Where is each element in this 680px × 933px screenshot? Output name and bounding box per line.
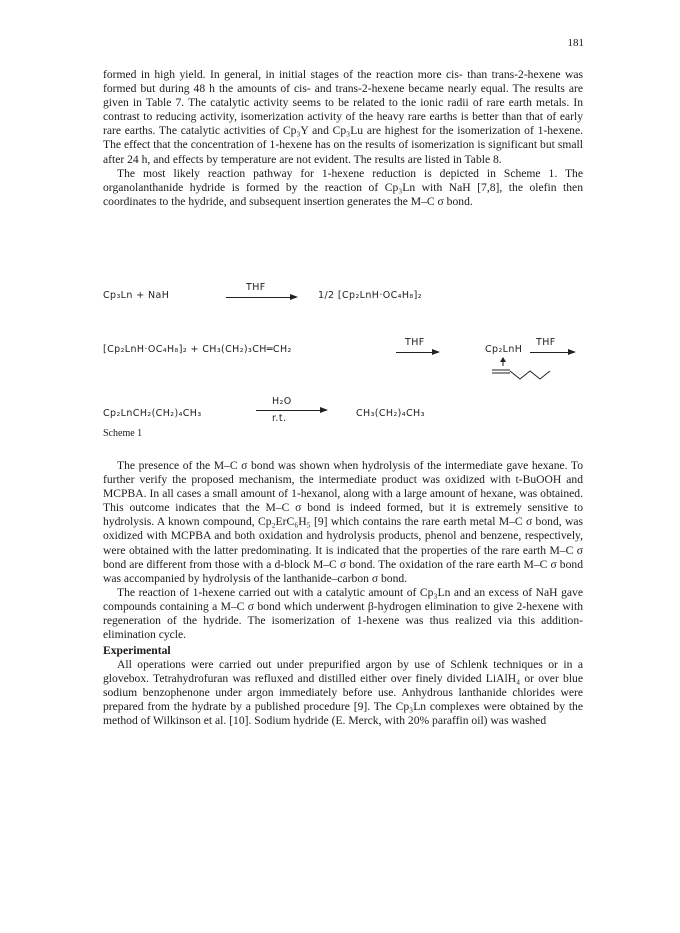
reaction-3-reactant: Cp₂LnCH₂(CH₂)₄CH₃	[103, 408, 202, 419]
paragraph-experimental: All operations were carried out under prepurified argon by use of Schlenk techniques or in a glovebox. Tetrahydrofuran was refluxed and distilled either over finely divided LiAlH₄ or over blue sodium benzophenone under argon immediately before use. Anhydrous lanthanide chlorides were prepared from the hydrate by a published procedure [9]. The Cp₃Ln complexes were obtained by the method of Wilkinson et al. [10]. Sodium hydride (E. Merck, with 20% paraffin oil) was washed	[103, 658, 583, 728]
paragraph-results: formed in high yield. In general, in initial stages of the reaction more cis- than trans-2-hexene was formed but during 48 h the amounts of cis- and trans-2-hexene became nearly equal. The results are given in Table 7. The catalytic activity seems to be related to the ionic radii of rare earth metals. In contrast to reducing activity, isomerization activity of the heavy rare earths is better than that of early rare earths. The catalytic activities of Cp₃Y and Cp₃Lu are highest for the isomerization of 1-hexene. The effect that the concentration of 1-hexene has on the results of isomerization is significant but small after 24 h, and effects by temperature are not evident. The results are listed in Table 8.	[103, 68, 583, 166]
reaction-3-condition-top: H₂O	[272, 396, 292, 407]
section-heading: Experimental	[103, 644, 171, 657]
paragraph-isomerization: The reaction of 1-hexene carried out with a catalytic amount of Cp₃Ln and an excess of NaH gave compounds containing a M–C σ bond which underwent β-hydrogen elimination to give 2-hexene with regeneration of the hydride. The isomerization of 1-hexene was thus realized via this addition-elimination cycle.	[103, 585, 583, 642]
page-number: 181	[567, 37, 584, 49]
reaction-2-condition-1: THF	[405, 337, 425, 348]
reaction-1-condition: THF	[246, 282, 266, 293]
reaction-2-condition-2: THF	[536, 337, 556, 348]
reaction-2-arrow-2	[530, 352, 574, 353]
reaction-3-arrow	[256, 410, 326, 411]
reaction-1-arrow	[226, 297, 296, 298]
scheme-caption: Scheme 1	[103, 428, 143, 439]
coordinated-olefin-icon	[478, 356, 558, 386]
reaction-2-reactants: [Cp₂LnH·OC₄H₈]₂ + CH₃(CH₂)₃CH═CH₂	[103, 344, 292, 355]
reaction-3-condition-bottom: r.t.	[272, 413, 287, 424]
paragraph-pathway: The most likely reaction pathway for 1-hexene reduction is depicted in Scheme 1. The organolanthanide hydride is formed by the reaction of Cp₃Ln with NaH [7,8], the olefin then coordinates to the hydride, and subsequent insertion generates the M–C σ bond.	[103, 166, 583, 208]
reaction-1-product: 1/2 [Cp₂LnH·OC₄H₈]₂	[318, 290, 422, 301]
reaction-2-arrow-1	[396, 352, 438, 353]
experimental-section	[103, 644, 583, 729]
body-text-middle	[103, 459, 583, 642]
paragraph-hydrolysis: The presence of the M–C σ bond was shown when hydrolysis of the intermediate gave hexane. To further verify the proposed mechanism, the intermediate product was oxidized with t-BuOOH and MCPBA. In all cases a small amount of 1-hexanol, along with a large amount of hexane, was obtained. This outcome indicates that the M–C σ bond is indeed formed, but it is extremely sensitive to hydrolysis. A known compound, Cp₂ErC₆H₅ [9] which contains the rare earth metal M–C σ bond, was oxidized with MCPBA and both oxidation and hydrolysis products, phenol and benzene, respectively, were obtained with the latter predominating. It is indicated that the properties of the rare earth M–C σ bond are different from those with a d-block M–C σ bond. The oxidation of the rare earth M–C σ bond was accompanied by hydrolysis of the lanthanide–carbon σ bond.	[103, 459, 583, 585]
reaction-2-intermediate: Cp₂LnH	[485, 344, 523, 355]
reaction-3-product: CH₃(CH₂)₄CH₃	[356, 408, 425, 419]
reaction-1-reactants: Cp₃Ln + NaH	[103, 290, 170, 301]
body-text-top	[103, 68, 583, 209]
